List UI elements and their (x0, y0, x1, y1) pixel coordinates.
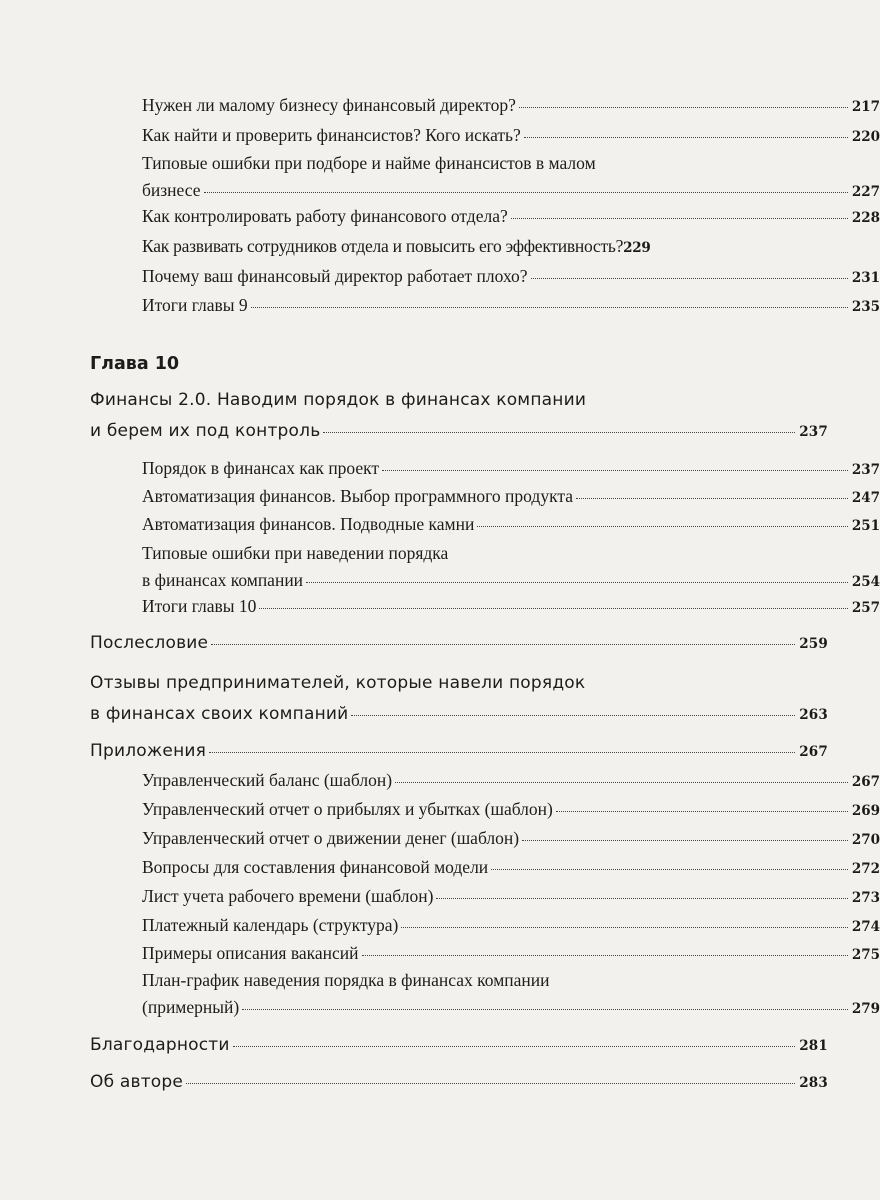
toc-entry-page: 270 (851, 832, 880, 848)
toc-entry-title-line2: (примерный) (142, 997, 240, 1017)
toc-entry-page: 273 (851, 890, 880, 906)
dot-leader (306, 582, 848, 583)
toc-entry[interactable] (0, 233, 880, 262)
dot-leader (556, 811, 848, 812)
toc-entry-title: Итоги главы 10 (142, 596, 257, 616)
toc-entry-page: 251 (851, 518, 880, 534)
toc-entry-title: Как контролировать работу финансового отдела? (142, 206, 508, 226)
toc-entry-title: Послесловие (90, 633, 209, 653)
dot-leader (491, 869, 848, 870)
toc-entry[interactable] (0, 122, 880, 151)
toc-entry-title: Порядок в финансах как проект (142, 458, 380, 478)
toc-entry-title: Автоматизация финансов. Выбор программного продукта (142, 486, 573, 506)
dot-leader (401, 927, 847, 928)
toc-entry-title: Вопросы для составления финансовой модели (142, 857, 489, 877)
toc-entry-title: Итоги главы 9 (142, 295, 248, 315)
toc-entry-title: Почему ваш финансовый директор работает плохо? (142, 266, 528, 286)
dot-leader (436, 898, 847, 899)
dot-leader (259, 608, 847, 609)
toc-entry-page: 237 (799, 424, 828, 440)
toc-entry-page: 217 (851, 99, 880, 115)
dot-leader (251, 307, 848, 308)
toc-entry-title: Об авторе (90, 1072, 184, 1092)
toc-entry[interactable] (0, 912, 880, 941)
toc-chapter-entry[interactable] (0, 385, 828, 448)
dot-leader (511, 218, 848, 219)
toc-entry-title-line1: Типовые ошибки при подборе и найме финансистов в малом (142, 153, 596, 173)
toc-entry[interactable] (0, 940, 880, 969)
toc-entry-page: 274 (851, 919, 880, 935)
toc-entry-page: 272 (851, 861, 880, 877)
toc-entry-title: Платежный календарь (структура) (142, 915, 399, 935)
toc-chapter-entry[interactable] (0, 1067, 828, 1099)
toc-chapter-entry[interactable] (0, 1030, 828, 1062)
toc-entry-page: 267 (851, 774, 880, 790)
toc-entry-title: Как развивать сотрудников отдела и повысить его эффективность? (142, 236, 624, 256)
toc-entry[interactable] (0, 593, 880, 622)
toc-entry-title-line1: Типовые ошибки при наведении порядка (142, 543, 449, 563)
toc-entry[interactable] (0, 483, 880, 512)
toc-entry-page: 237 (851, 462, 880, 478)
dot-leader (351, 715, 795, 716)
toc-entry-title: Как найти и проверить финансистов? Кого искать? (142, 125, 521, 145)
toc-entry[interactable] (0, 292, 880, 321)
dot-leader (186, 1083, 795, 1084)
dot-leader (382, 470, 848, 471)
toc-entry-title: Нужен ли малому бизнесу финансовый директор? (142, 95, 516, 115)
toc-entry-page: 263 (799, 707, 828, 723)
chapter-heading: Глава 10 (90, 354, 180, 374)
toc-entry-page: 227 (851, 184, 880, 200)
toc-entry-page: 283 (799, 1075, 828, 1091)
toc-entry-title: Приложения (90, 741, 207, 761)
toc-entry[interactable] (0, 511, 880, 540)
toc-entry[interactable] (0, 263, 880, 292)
dot-leader (211, 644, 795, 645)
toc-entry[interactable] (0, 455, 880, 484)
dot-leader (204, 192, 848, 193)
toc-entry[interactable] (0, 150, 880, 206)
toc-entry-page: 279 (851, 1001, 880, 1017)
toc-entry-title-line2: и берем их под контроль (90, 421, 321, 441)
toc-chapter-entry[interactable] (0, 668, 828, 731)
toc-entry-title: Управленческий отчет о движении денег (шаблон) (142, 828, 520, 848)
toc-entry-title-line2: в финансах своих компаний (90, 704, 349, 724)
toc-entry-page: 229 (623, 240, 651, 256)
toc-entry-title: Благодарности (90, 1035, 230, 1055)
dot-leader (519, 107, 848, 108)
toc-entry[interactable] (0, 767, 880, 796)
dot-leader (531, 278, 848, 279)
dot-leader (522, 840, 848, 841)
dot-leader (524, 137, 848, 138)
toc-entry-page: 254 (851, 574, 880, 590)
toc-entry-title: Управленческий баланс (шаблон) (142, 770, 393, 790)
toc-entry-page: 247 (851, 490, 880, 506)
dot-leader (477, 526, 848, 527)
toc-entry[interactable] (0, 854, 880, 883)
toc-entry-title-line2: в финансах компании (142, 570, 304, 590)
toc-entry[interactable] (0, 883, 880, 912)
toc-entry-title: Управленческий отчет о прибылях и убытках (шаблон) (142, 799, 553, 819)
toc-entry[interactable] (0, 92, 880, 121)
toc-entry-title-line1: План-график наведения порядка в финансах компании (142, 970, 550, 990)
toc-entry-page: 281 (799, 1038, 828, 1054)
dot-leader (395, 782, 848, 783)
toc-entry-page: 228 (851, 210, 880, 226)
toc-entry-page: 269 (851, 803, 880, 819)
toc-entry-page: 257 (851, 600, 880, 616)
toc-entry-title: Автоматизация финансов. Подводные камни (142, 514, 475, 534)
toc-entry[interactable] (0, 796, 880, 825)
toc-entry-page: 220 (851, 129, 880, 145)
dot-leader (209, 752, 795, 753)
dot-leader (323, 432, 795, 433)
toc-entry-page: 275 (851, 947, 880, 963)
toc-chapter-entry[interactable] (0, 628, 828, 660)
toc-entry-page: 231 (851, 270, 880, 286)
dot-leader (242, 1009, 848, 1010)
dot-leader (233, 1046, 796, 1047)
toc-entry-title: Примеры описания вакансий (142, 943, 359, 963)
toc-entry-title-line1: Финансы 2.0. Наводим порядок в финансах компании (90, 390, 587, 410)
toc-entry-page: 267 (799, 744, 828, 760)
toc-entry[interactable] (0, 203, 880, 232)
dot-leader (576, 498, 848, 499)
toc-entry-title: Лист учета рабочего времени (шаблон) (142, 886, 434, 906)
dot-leader (362, 955, 848, 956)
toc-chapter-entry[interactable] (0, 736, 828, 768)
toc-entry-page: 259 (799, 636, 828, 652)
toc-entry-title-line1: Отзывы предпринимателей, которые навели порядок (90, 673, 586, 693)
toc-entry[interactable] (0, 540, 880, 596)
toc-entry-page: 235 (851, 299, 880, 315)
toc-entry-title-line2: бизнесе (142, 180, 201, 200)
toc-entry[interactable] (0, 825, 880, 854)
toc-entry[interactable] (0, 967, 880, 1023)
